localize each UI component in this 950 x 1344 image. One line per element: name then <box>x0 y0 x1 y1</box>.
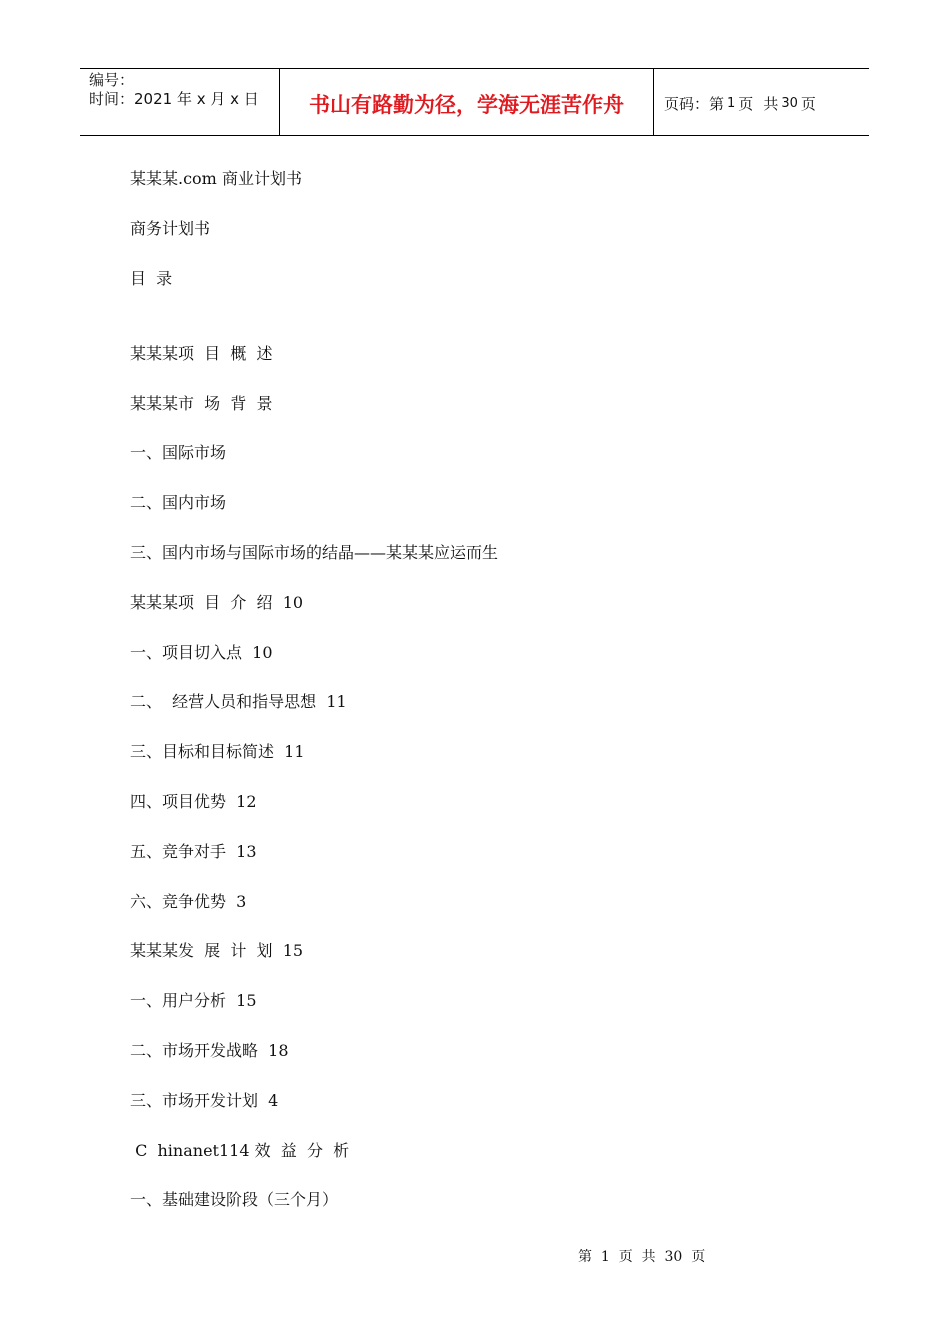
page-footer: 第 1 页 共 30 页 <box>578 1249 706 1265</box>
toc-heading: 目 录 <box>130 269 173 288</box>
document-time-label: 时间：2021 年 x 月 x 日 <box>89 90 259 108</box>
toc-item: 某某某项 目 概 述 <box>130 344 273 363</box>
toc-item: 一、国际市场 <box>130 443 227 462</box>
toc-item: 某某某项 目 介 绍 10 <box>130 593 304 612</box>
page-suffix: 页 <box>800 94 816 113</box>
header-meta <box>80 69 280 135</box>
page-mid: 页 <box>738 94 754 113</box>
toc-item: C hinanet114 效 益 分 析 <box>130 1141 350 1160</box>
toc-item: 二、市场开发战略 18 <box>130 1041 289 1060</box>
toc-item: 一、用户分析 15 <box>130 991 257 1010</box>
page-total: 30 <box>781 95 798 111</box>
toc-item: 六、竞争优势 3 <box>130 892 247 911</box>
toc-item: 二、 经营人员和指导思想 11 <box>130 692 347 711</box>
toc-item: 某某某发 展 计 划 15 <box>130 941 304 960</box>
toc-item: 三、目标和目标简述 11 <box>130 742 305 761</box>
document-subtitle: 商务计划书 <box>130 219 211 238</box>
toc-item: 二、国内市场 <box>130 493 227 512</box>
toc-item: 三、国内市场与国际市场的结晶——某某某应运而生 <box>130 543 499 562</box>
toc-item: 某某某市 场 背 景 <box>130 394 273 413</box>
toc-item: 一、基础建设阶段（三个月） <box>130 1190 339 1209</box>
header-page-info <box>654 69 869 135</box>
toc-item: 一、项目切入点 10 <box>130 643 273 662</box>
document-number-label: 编号： <box>89 71 135 89</box>
page-total-prefix: 共 <box>763 94 779 113</box>
toc-item: 三、市场开发计划 4 <box>130 1091 279 1110</box>
header-motto: 书山有路勤为径，学海无涯苦作舟 <box>280 69 654 135</box>
toc-item: 四、项目优势 12 <box>130 792 257 811</box>
page-prefix: 页码：第 <box>664 94 725 113</box>
page-current: 1 <box>727 95 736 111</box>
toc-item: 五、竞争对手 13 <box>130 842 257 861</box>
page-header <box>80 68 869 136</box>
document-title: 某某某.com 商业计划书 <box>130 169 302 188</box>
